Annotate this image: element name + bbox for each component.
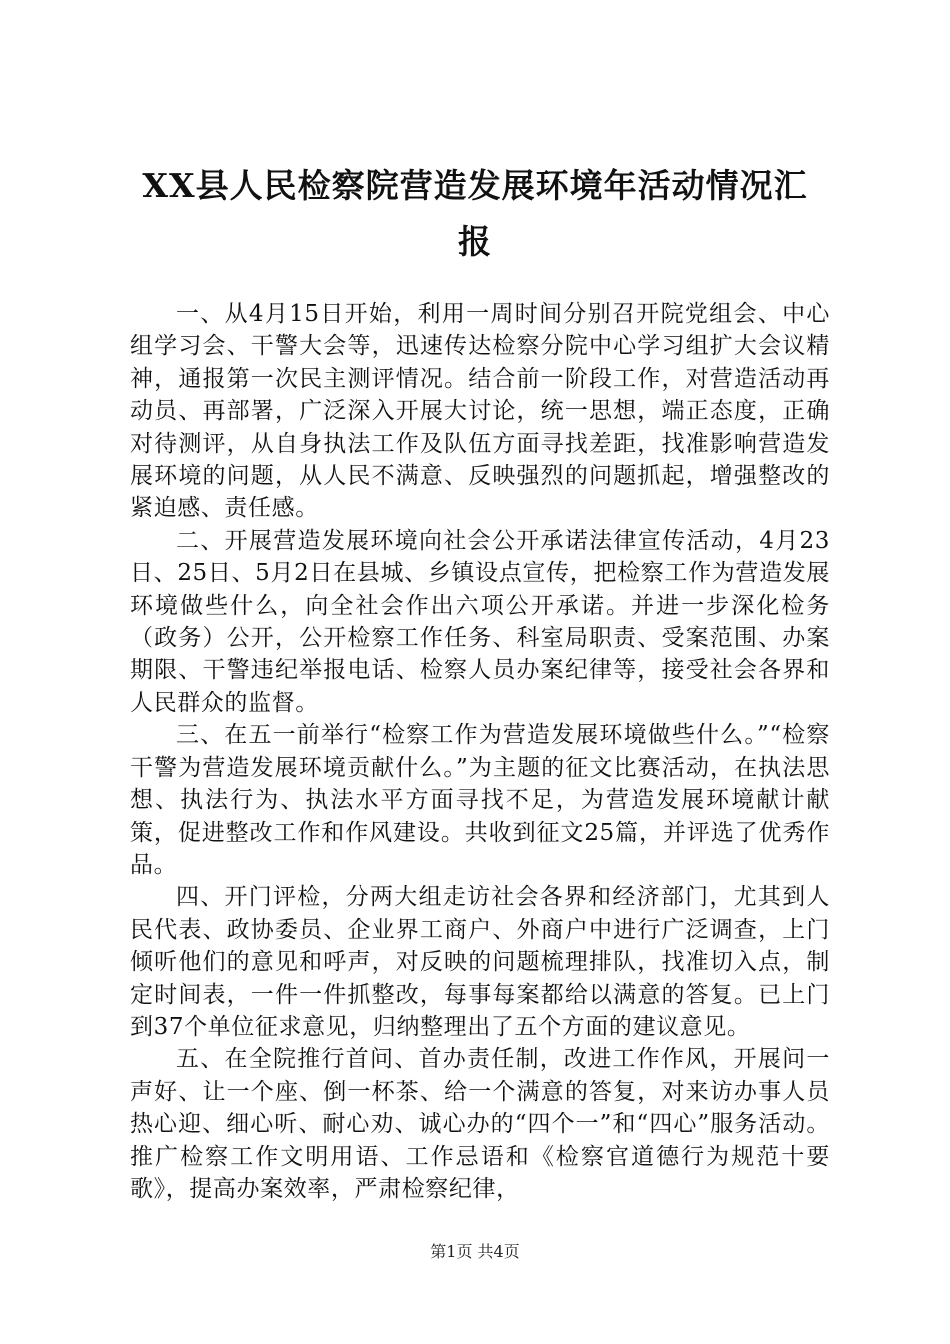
- page-number-footer: 第1页 共4页: [430, 1242, 520, 1261]
- paragraph-5: 五、在全院推行首问、首办责任制，改进工作作风，开展问一声好、让一个座、倒一杯茶、给一个满意的答复，对来访办事人员热心迎、细心听、耐心劝、诚心办的“四个一”和“四心”服务活动。推广检察工作文明用语、工作忌语和《检察官道德行为规范十要歌》，提高办案效率，严肃检察纪律，: [130, 1046, 830, 1202]
- paragraph-4: 四、开门评检，分两大组走访社会各界和经济部门，尤其到人民代表、政协委员、企业界工商户、外商户中进行广泛调查，上门倾听他们的意见和呼声，对反映的问题梳理排队，找准切入点，制定时间表，一件一件抓整改，每事每案都给以满意的答复。已上门到37个单位征求意见，归纳整理出了五个方面的建议意见。: [130, 884, 830, 1040]
- document-body: [130, 298, 830, 1205]
- paragraph-3: 三、在五一前举行“检察工作为营造发展环境做些什么。”“检察干警为营造发展环境贡献什么。”为主题的征文比赛活动，在执法思想、执法行为、执法水平方面寻找不足，为营造发展环境献计献策，促进整改工作和作风建设。共收到征文25篇，并评选了优秀作品。: [130, 722, 830, 878]
- paragraph-1: 一、从4月15日开始，利用一周时间分别召开院党组会、中心组学习会、干警大会等，迅速传达检察分院中心学习组扩大会议精神，通报第一次民主测评情况。结合前一阶段工作，对营造活动再动员、再部署，广泛深入开展大讨论，统一思想，端正态度，正确对待测评，从自身执法工作及队伍方面寻找差距，找准影响营造发展环境的问题，从人民不满意、反映强烈的问题抓起，增强整改的紧迫感、责任感。: [130, 301, 830, 522]
- document-title: XX县人民检察院营造发展环境年活动情况汇报: [142, 166, 808, 261]
- paragraph-2: 二、开展营造发展环境向社会公开承诺法律宣传活动，4月23日、25日、5月2日在县城、乡镇设点宣传，把检察工作为营造发展环境做些什么，向全社会作出六项公开承诺。并进一步深化检务（政务）公开，公开检察工作任务、科室局职责、受案范围、办案期限、干警违纪举报电话、检察人员办案纪律等，接受社会各界和人民群众的监督。: [130, 527, 830, 716]
